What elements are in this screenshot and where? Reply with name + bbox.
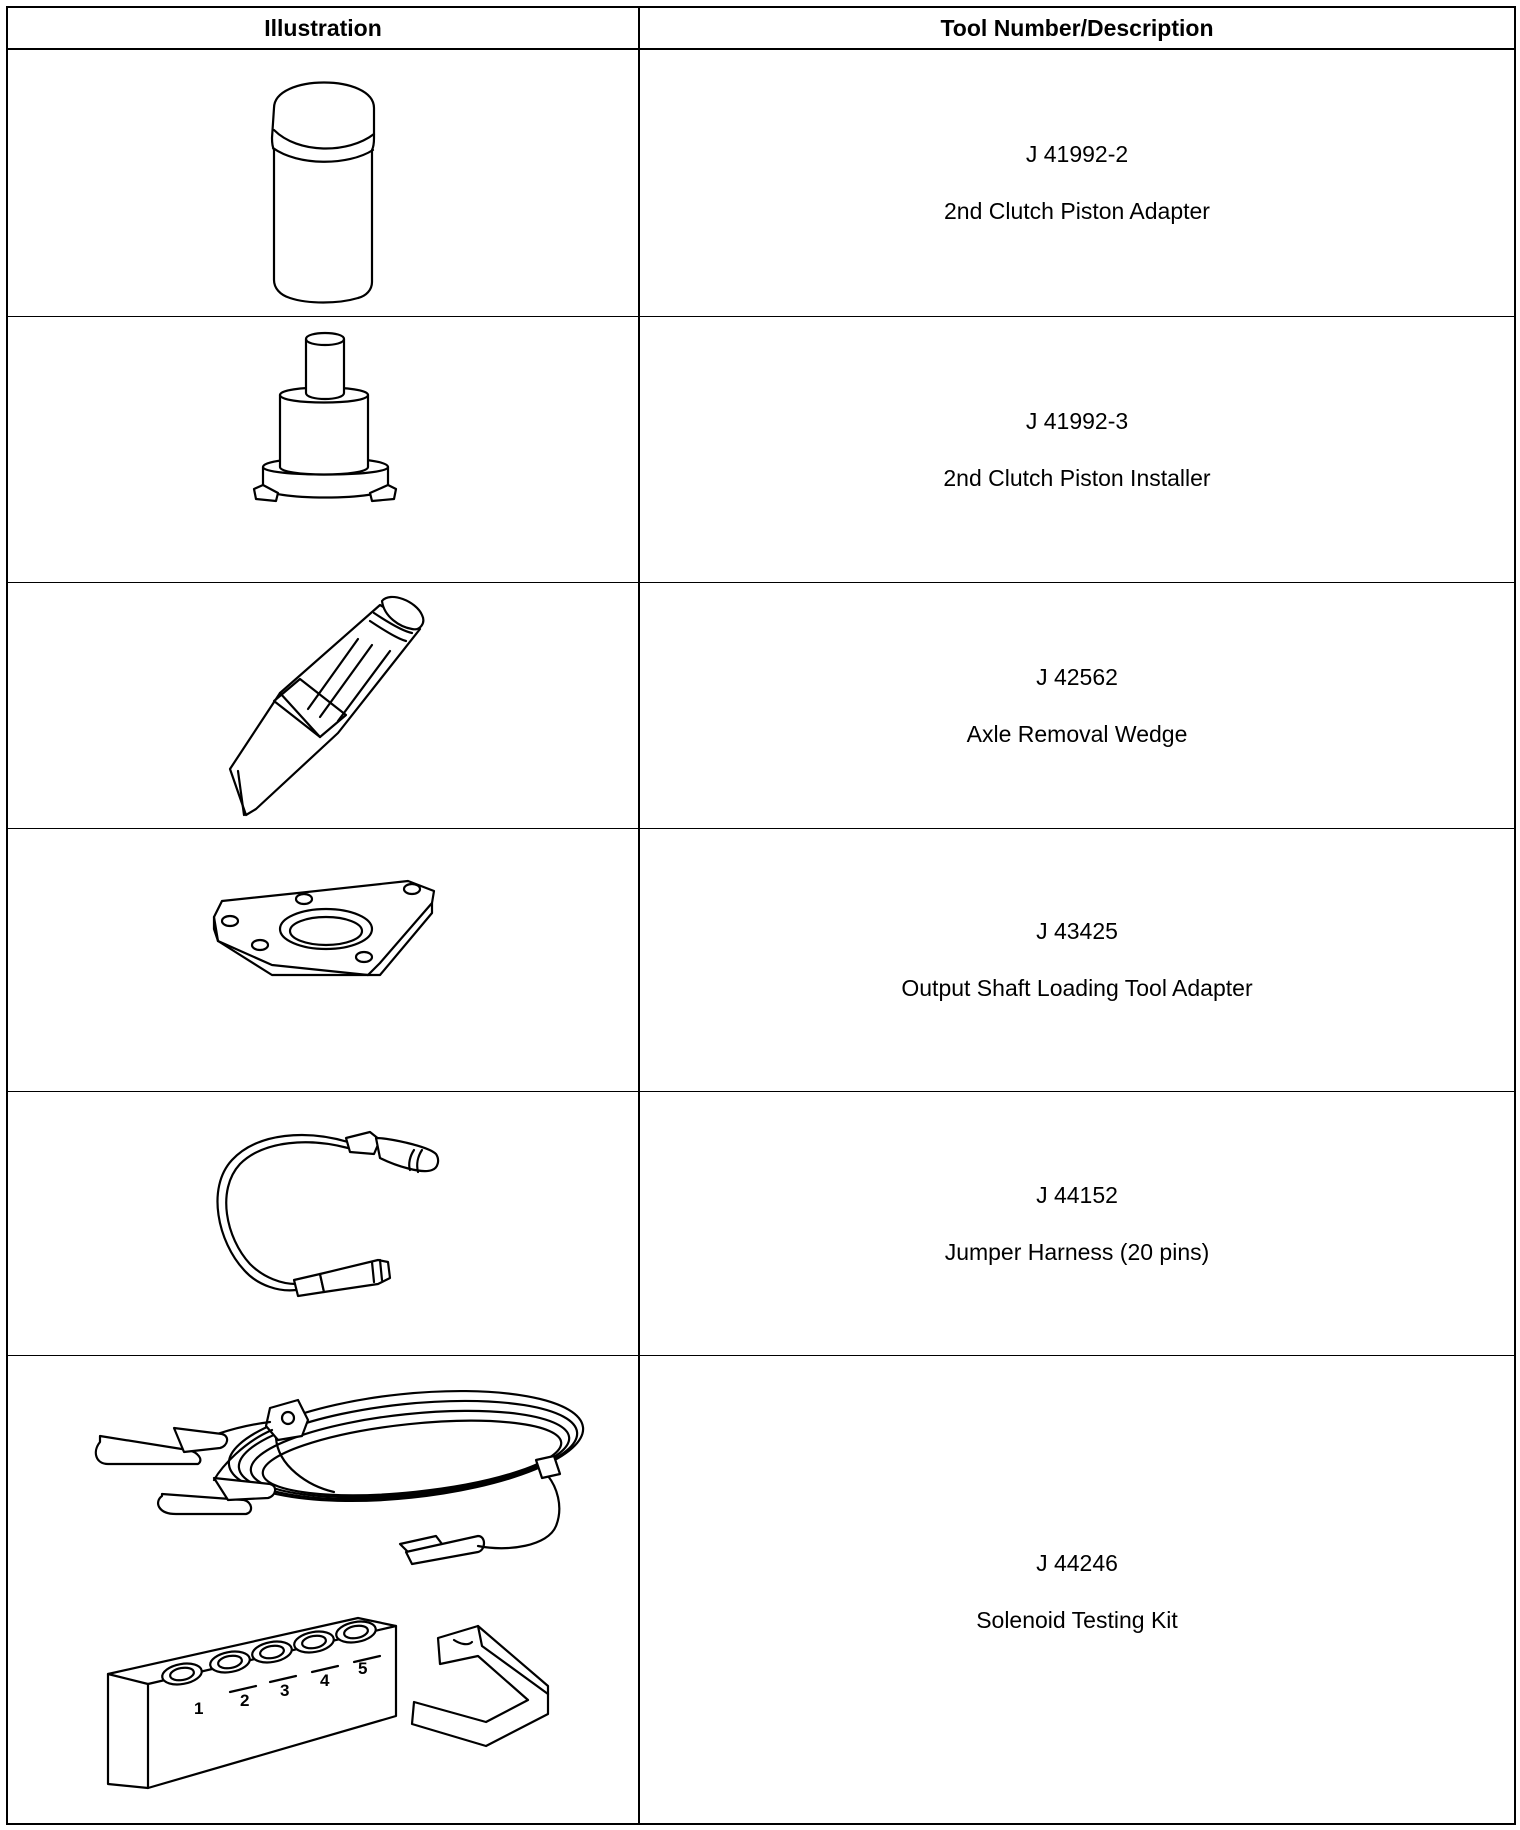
description-cell — [640, 583, 1514, 828]
tool-number: J 44246 — [1036, 1549, 1118, 1576]
piston-installer-icon — [8, 317, 638, 581]
kit-block-label: 1 — [194, 1699, 204, 1718]
table-header — [8, 8, 1514, 50]
illustration-cell — [8, 317, 638, 582]
tool-number: J 44152 — [1036, 1181, 1118, 1208]
axle-wedge-icon — [8, 583, 638, 827]
description-cell — [640, 50, 1514, 316]
tool-number: J 41992-2 — [1025, 141, 1129, 167]
illustration-cell — [8, 1092, 638, 1355]
table-row — [8, 317, 1514, 583]
piston-adapter-icon — [8, 50, 638, 315]
illustration-cell — [8, 50, 638, 316]
illustration-cell — [8, 829, 638, 1091]
kit-block-label: 3 — [280, 1681, 290, 1700]
kit-block-label: 2 — [240, 1691, 250, 1710]
tool-number: J 41992-3 — [1025, 407, 1129, 434]
jumper-harness-icon — [8, 1092, 638, 1354]
tool-description: 2nd Clutch Piston Installer — [943, 464, 1211, 491]
table-row — [8, 829, 1514, 1092]
tool-description: Jumper Harness (20 pins) — [944, 1238, 1210, 1265]
tool-description: Output Shaft Loading Tool Adapter — [901, 975, 1253, 1001]
loading-adapter-icon — [8, 829, 638, 1090]
header-tool-number-description: Tool Number/Description — [940, 14, 1214, 41]
kit-block-label: 5 — [358, 1659, 368, 1678]
header-illustration: Illustration — [264, 14, 382, 41]
tool-description: Solenoid Testing Kit — [976, 1606, 1178, 1633]
tool-description: 2nd Clutch Piston Adapter — [944, 198, 1210, 224]
table-row — [8, 1092, 1514, 1356]
solenoid-kit-icon — [8, 1356, 638, 1825]
description-cell — [640, 317, 1514, 582]
table-row — [8, 50, 1514, 317]
kit-block-label: 4 — [320, 1671, 330, 1690]
description-cell — [640, 829, 1514, 1091]
tool-number: J 42562 — [1036, 663, 1118, 690]
description-cell — [640, 1356, 1514, 1827]
table-row — [8, 1356, 1514, 1827]
tool-number: J 43425 — [1036, 918, 1118, 944]
description-cell — [640, 1092, 1514, 1355]
tool-description: Axle Removal Wedge — [966, 720, 1188, 747]
table-row — [8, 583, 1514, 829]
illustration-cell — [8, 1356, 638, 1827]
tool-table — [6, 6, 1516, 1825]
illustration-cell — [8, 583, 638, 828]
